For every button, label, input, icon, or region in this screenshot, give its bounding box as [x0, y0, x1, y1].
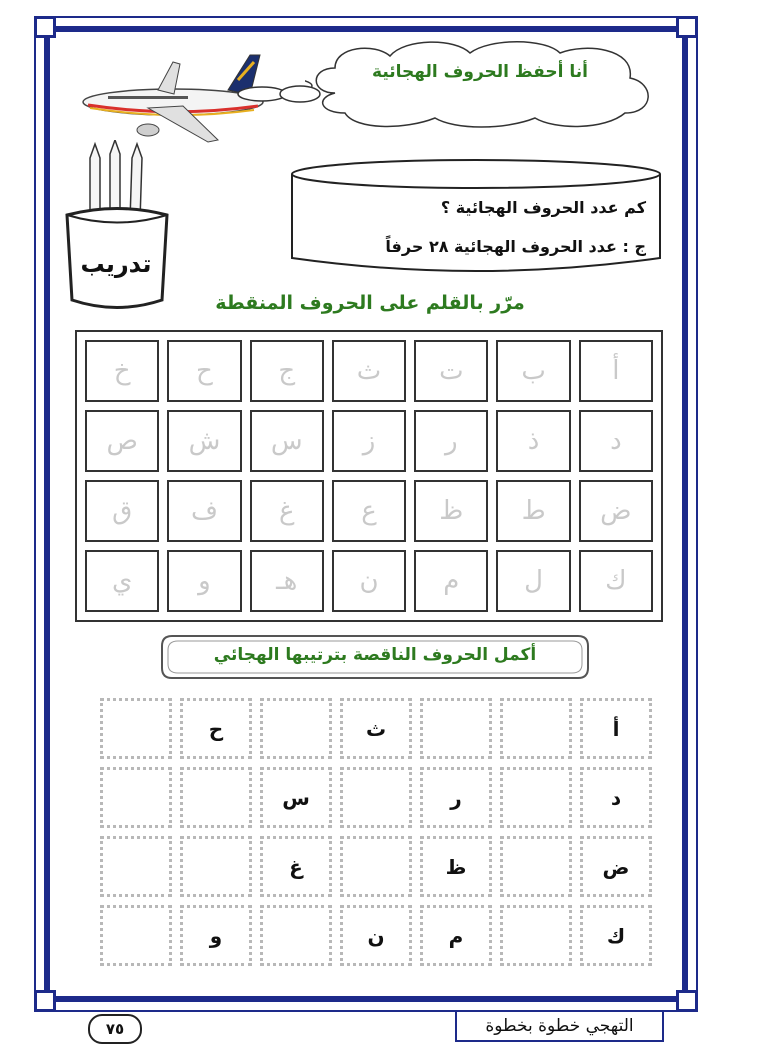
- blank-letter-cell[interactable]: [500, 698, 572, 759]
- trace-letter-cell[interactable]: ف: [167, 480, 241, 542]
- given-letter-cell: م: [420, 905, 492, 966]
- blank-letter-cell[interactable]: [100, 836, 172, 897]
- trace-letter-cell[interactable]: ظ: [414, 480, 488, 542]
- trace-letter-cell[interactable]: ك: [579, 550, 653, 612]
- practice-label: تدريب: [80, 250, 152, 278]
- pencil-cup-illustration: [62, 140, 172, 315]
- question-text: كم عدد الحروف الهجائية ؟: [440, 198, 646, 217]
- given-letter-cell: د: [580, 767, 652, 828]
- series-title: التهجي خطوة بخطوة: [455, 1010, 664, 1042]
- given-letter-cell: و: [180, 905, 252, 966]
- given-letter-cell: ض: [580, 836, 652, 897]
- blank-letter-cell[interactable]: [180, 767, 252, 828]
- trace-letter-cell[interactable]: ل: [496, 550, 570, 612]
- frame-corner: [676, 990, 698, 1012]
- trace-letter-cell[interactable]: ض: [579, 480, 653, 542]
- given-letter-cell: س: [260, 767, 332, 828]
- trace-letter-cell[interactable]: د: [579, 410, 653, 472]
- given-letter-cell: غ: [260, 836, 332, 897]
- trace-letter-cell[interactable]: ع: [332, 480, 406, 542]
- trace-letter-cell[interactable]: ص: [85, 410, 159, 472]
- frame-corner: [34, 16, 56, 38]
- trace-grid: [75, 330, 663, 622]
- given-letter-cell: ن: [340, 905, 412, 966]
- cloud-title: أنا أحفظ الحروف الهجائية: [372, 62, 588, 82]
- blank-letter-cell[interactable]: [340, 767, 412, 828]
- given-letter-cell: ر: [420, 767, 492, 828]
- trace-letter-cell[interactable]: ت: [414, 340, 488, 402]
- blank-letter-cell[interactable]: [500, 767, 572, 828]
- trace-letter-cell[interactable]: ق: [85, 480, 159, 542]
- trace-letter-cell[interactable]: م: [414, 550, 488, 612]
- blank-letter-cell[interactable]: [340, 836, 412, 897]
- given-letter-cell: ح: [180, 698, 252, 759]
- frame-corner: [34, 990, 56, 1012]
- trace-letter-cell[interactable]: ي: [85, 550, 159, 612]
- question-cylinder: [290, 158, 662, 276]
- blank-letter-cell[interactable]: [180, 836, 252, 897]
- blank-letter-cell[interactable]: [260, 698, 332, 759]
- trace-letter-cell[interactable]: ط: [496, 480, 570, 542]
- blank-letter-cell[interactable]: [100, 698, 172, 759]
- trace-letter-cell[interactable]: ش: [167, 410, 241, 472]
- fill-section-title: أكمل الحروف الناقصة بترتيبها الهجائي: [213, 645, 537, 665]
- trace-letter-cell[interactable]: ر: [414, 410, 488, 472]
- frame-corner: [676, 16, 698, 38]
- page-number: ٧٥: [88, 1014, 142, 1044]
- trace-letter-cell[interactable]: ز: [332, 410, 406, 472]
- blank-letter-cell[interactable]: [500, 836, 572, 897]
- given-letter-cell: أ: [580, 698, 652, 759]
- trace-letter-cell[interactable]: ح: [167, 340, 241, 402]
- trace-letter-cell[interactable]: أ: [579, 340, 653, 402]
- blank-letter-cell[interactable]: [420, 698, 492, 759]
- trace-letter-cell[interactable]: هـ: [250, 550, 324, 612]
- cloud-tail: [232, 82, 322, 106]
- blank-letter-cell[interactable]: [100, 905, 172, 966]
- trace-section-title: مرّر بالقلم على الحروف المنقطة: [215, 292, 525, 314]
- answer-text: ج : عدد الحروف الهجائية ٢٨ حرفاً: [385, 237, 646, 256]
- trace-letter-cell[interactable]: غ: [250, 480, 324, 542]
- trace-letter-cell[interactable]: خ: [85, 340, 159, 402]
- trace-letter-cell[interactable]: ذ: [496, 410, 570, 472]
- blank-letter-cell[interactable]: [100, 767, 172, 828]
- given-letter-cell: ث: [340, 698, 412, 759]
- given-letter-cell: ك: [580, 905, 652, 966]
- trace-letter-cell[interactable]: و: [167, 550, 241, 612]
- trace-letter-cell[interactable]: س: [250, 410, 324, 472]
- blank-letter-cell[interactable]: [500, 905, 572, 966]
- blank-letter-cell[interactable]: [260, 905, 332, 966]
- trace-letter-cell[interactable]: ب: [496, 340, 570, 402]
- title-cloud: [305, 38, 660, 128]
- fill-grid: [100, 698, 652, 966]
- trace-letter-cell[interactable]: ن: [332, 550, 406, 612]
- trace-letter-cell[interactable]: ث: [332, 340, 406, 402]
- given-letter-cell: ظ: [420, 836, 492, 897]
- trace-letter-cell[interactable]: ج: [250, 340, 324, 402]
